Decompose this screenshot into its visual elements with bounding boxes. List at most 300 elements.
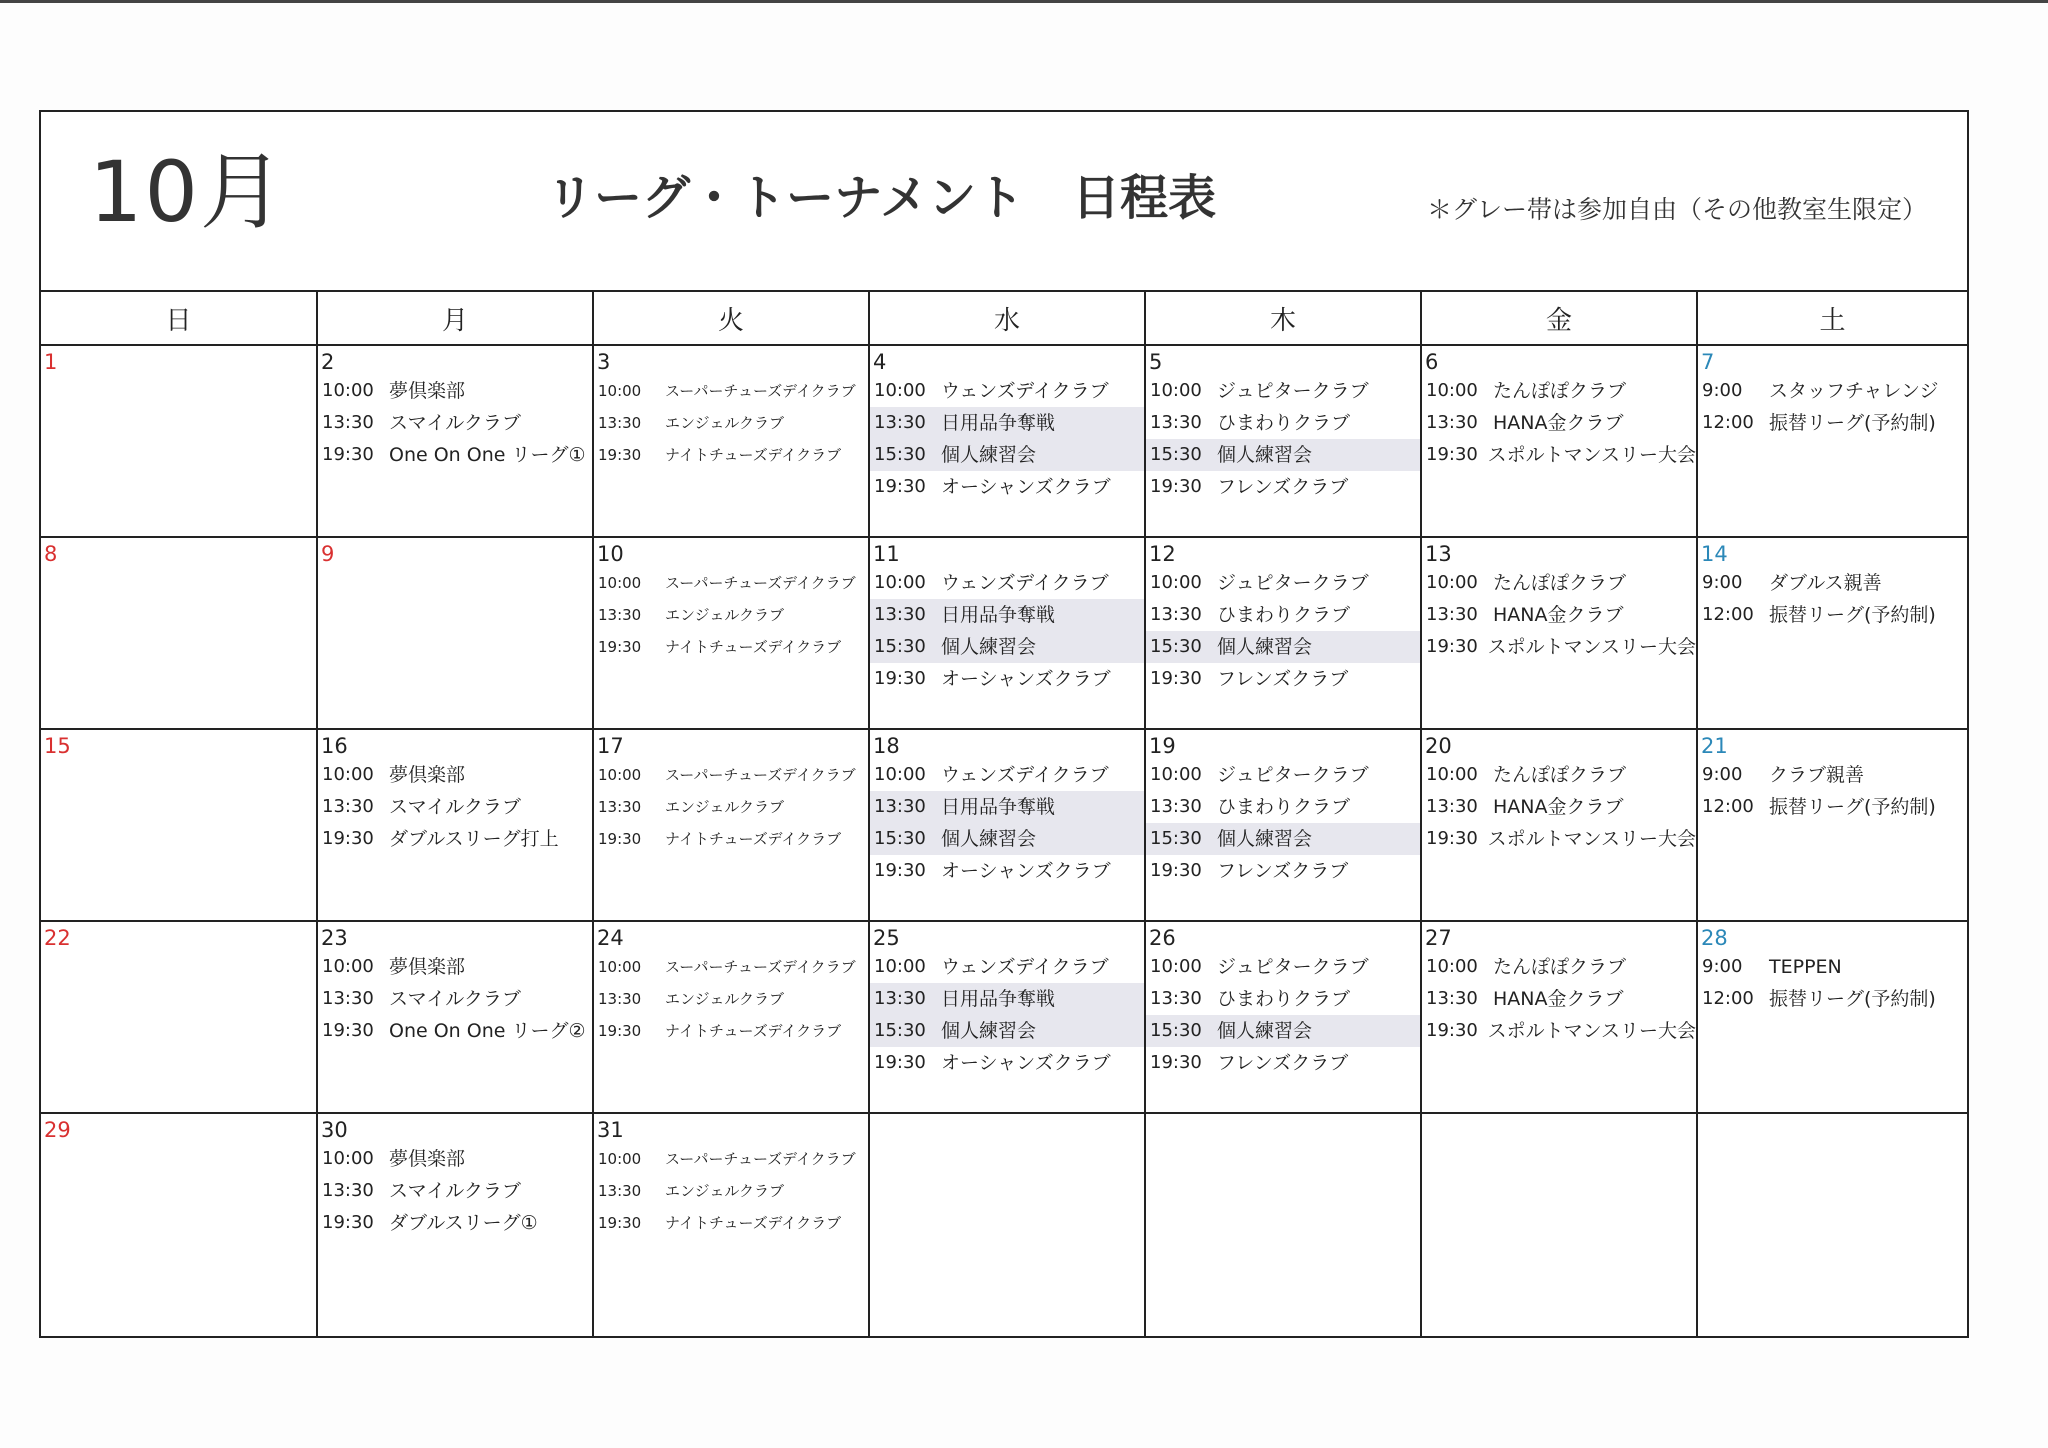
event-label: TEPPEN (1769, 956, 1842, 978)
event-label: スーパーチューズデイクラブ (665, 958, 856, 976)
event-item (1146, 791, 1420, 823)
day-number: 30 (321, 1118, 348, 1142)
event-label: スポルトマンスリー大会 (1487, 1020, 1696, 1042)
event-time: 10:00 (1150, 764, 1202, 785)
event-time: 15:30 (874, 1020, 926, 1041)
day-number: 2 (321, 350, 335, 374)
event-item (1146, 375, 1420, 407)
day-number: 11 (873, 542, 900, 566)
event-item (594, 1175, 868, 1207)
event-time: 13:30 (598, 414, 642, 432)
day-number: 4 (873, 350, 887, 374)
open-event-item (870, 599, 1144, 631)
event-time: 19:30 (874, 668, 926, 689)
event-time: 9:00 (1702, 380, 1743, 401)
event-label: ダブルスリーグ① (389, 1212, 538, 1234)
event-item (318, 759, 592, 791)
day-number: 14 (1701, 542, 1728, 566)
day-number: 6 (1425, 350, 1439, 374)
event-label: エンジェルクラブ (665, 798, 785, 816)
event-item (594, 1015, 868, 1047)
event-item (1698, 951, 1967, 983)
day-cell (41, 1113, 317, 1336)
weekday-header: 土 (1697, 292, 1967, 345)
open-event-item (1146, 439, 1420, 471)
event-item (1422, 407, 1696, 439)
event-time: 10:00 (598, 958, 642, 976)
event-label: 日用品争奪戦 (941, 988, 1056, 1010)
event-item (1146, 983, 1420, 1015)
event-label: スーパーチューズデイクラブ (665, 382, 856, 400)
event-item (1146, 407, 1420, 439)
day-cell (593, 729, 869, 921)
event-item (318, 375, 592, 407)
day-number: 17 (597, 734, 624, 758)
event-time: 19:30 (322, 828, 374, 849)
event-item (594, 1207, 868, 1239)
event-item (318, 983, 592, 1015)
day-number (1146, 1118, 1420, 1143)
day-cell (317, 729, 593, 921)
event-time: 15:30 (1150, 828, 1202, 849)
event-label: エンジェルクラブ (665, 414, 785, 432)
event-label: 日用品争奪戦 (941, 412, 1056, 434)
day-cell (593, 345, 869, 537)
event-item (318, 951, 592, 983)
event-time: 19:30 (1426, 444, 1478, 465)
day-number: 18 (873, 734, 900, 758)
event-label: たんぽぽクラブ (1493, 380, 1627, 402)
event-item (318, 1015, 592, 1047)
event-label: ひまわりクラブ (1217, 796, 1351, 818)
event-label: フレンズクラブ (1217, 1052, 1349, 1074)
event-time: 13:30 (322, 1180, 374, 1201)
event-time: 13:30 (1150, 796, 1202, 817)
day-number: 26 (1149, 926, 1176, 950)
event-label: スーパーチューズデイクラブ (665, 1150, 856, 1168)
event-time: 19:30 (322, 1020, 374, 1041)
event-time: 19:30 (1426, 636, 1478, 657)
event-label: オーシャンズクラブ (941, 1052, 1111, 1074)
event-time: 10:00 (874, 764, 926, 785)
open-event-item (1146, 823, 1420, 855)
day-number: 3 (597, 350, 611, 374)
event-time: 13:30 (322, 796, 374, 817)
day-cell (869, 729, 1145, 921)
event-item (318, 1143, 592, 1175)
day-cell (1697, 537, 1967, 729)
weekday-header-row (41, 292, 1967, 345)
event-item (1698, 375, 1967, 407)
event-time: 19:30 (874, 860, 926, 881)
event-label: たんぽぽクラブ (1493, 572, 1627, 594)
day-cell (317, 537, 593, 729)
event-time: 19:30 (598, 830, 642, 848)
weekday-header: 金 (1421, 292, 1697, 345)
event-time: 10:00 (322, 764, 374, 785)
event-time: 12:00 (1702, 604, 1754, 625)
event-label: スマイルクラブ (389, 796, 521, 818)
day-number: 8 (44, 542, 58, 566)
event-time: 13:30 (1426, 988, 1478, 1009)
event-time: 19:30 (1150, 1052, 1202, 1073)
weekday-header: 水 (869, 292, 1145, 345)
event-time: 13:30 (598, 798, 642, 816)
event-label: ナイトチューズデイクラブ (665, 446, 842, 464)
event-item (1146, 951, 1420, 983)
event-item (870, 759, 1144, 791)
open-event-item (870, 823, 1144, 855)
event-item (870, 567, 1144, 599)
open-event-item (870, 631, 1144, 663)
day-number: 12 (1149, 542, 1176, 566)
event-time: 10:00 (1150, 380, 1202, 401)
event-item (318, 791, 592, 823)
open-event-item (870, 1015, 1144, 1047)
event-item (1698, 759, 1967, 791)
day-cell (317, 345, 593, 537)
event-item (594, 375, 868, 407)
month-label: 10月 (89, 143, 286, 241)
event-label: 夢倶楽部 (389, 380, 466, 402)
event-time: 15:30 (1150, 1020, 1202, 1041)
event-time: 15:30 (1150, 444, 1202, 465)
event-label: ウェンズデイクラブ (941, 572, 1109, 594)
day-cell (317, 921, 593, 1113)
day-number (870, 1118, 1144, 1143)
event-item (1146, 759, 1420, 791)
event-label: ひまわりクラブ (1217, 988, 1351, 1010)
event-item (870, 471, 1144, 503)
event-item (594, 567, 868, 599)
week-row (41, 537, 1967, 729)
event-item (594, 439, 868, 471)
event-label: 振替リーグ(予約制) (1769, 796, 1936, 818)
day-cell (41, 537, 317, 729)
event-label: 個人練習会 (941, 828, 1037, 850)
event-item (1698, 791, 1967, 823)
week-row (41, 921, 1967, 1113)
event-label: スポルトマンスリー大会 (1487, 828, 1696, 850)
day-cell (869, 921, 1145, 1113)
event-label: ダブルス親善 (1769, 572, 1882, 594)
day-cell (593, 537, 869, 729)
day-cell (1145, 1113, 1421, 1336)
event-label: ウェンズデイクラブ (941, 956, 1109, 978)
event-label: 振替リーグ(予約制) (1769, 604, 1936, 626)
event-time: 13:30 (598, 606, 642, 624)
day-number: 1 (44, 350, 58, 374)
event-item (1422, 631, 1696, 663)
week-row (41, 1113, 1967, 1336)
day-number: 7 (1701, 350, 1715, 374)
event-label: スポルトマンスリー大会 (1487, 636, 1696, 658)
event-label: スマイルクラブ (389, 1180, 521, 1202)
event-item (594, 983, 868, 1015)
event-label: ジュピタークラブ (1217, 380, 1369, 402)
event-time: 19:30 (1426, 828, 1478, 849)
event-label: 夢倶楽部 (389, 1148, 466, 1170)
title-bar (41, 112, 1967, 292)
event-time: 13:30 (598, 990, 642, 1008)
event-label: ナイトチューズデイクラブ (665, 1214, 842, 1232)
calendar-body (41, 345, 1967, 1336)
weekday-header: 火 (593, 292, 869, 345)
event-label: ひまわりクラブ (1217, 604, 1351, 626)
event-label: ひまわりクラブ (1217, 412, 1351, 434)
event-time: 15:30 (1150, 636, 1202, 657)
day-number (1698, 1118, 1967, 1143)
event-label: エンジェルクラブ (665, 1182, 785, 1200)
week-row (41, 345, 1967, 537)
event-time: 12:00 (1702, 796, 1754, 817)
day-cell (1421, 537, 1697, 729)
day-number: 24 (597, 926, 624, 950)
day-number: 27 (1425, 926, 1452, 950)
event-item (1422, 599, 1696, 631)
event-label: オーシャンズクラブ (941, 668, 1111, 690)
event-item (1146, 471, 1420, 503)
event-label: 夢倶楽部 (389, 956, 466, 978)
event-time: 10:00 (322, 1148, 374, 1169)
event-item (1698, 599, 1967, 631)
event-label: 振替リーグ(予約制) (1769, 988, 1936, 1010)
event-label: 個人練習会 (1217, 636, 1313, 658)
event-time: 10:00 (598, 574, 642, 592)
event-label: 個人練習会 (1217, 828, 1313, 850)
weekday-header: 木 (1145, 292, 1421, 345)
day-cell (593, 1113, 869, 1336)
day-cell (1145, 729, 1421, 921)
event-label: ナイトチューズデイクラブ (665, 1022, 842, 1040)
event-label: HANA金クラブ (1493, 412, 1624, 434)
event-time: 13:30 (1150, 604, 1202, 625)
open-event-item (870, 407, 1144, 439)
day-number: 23 (321, 926, 348, 950)
event-label: スポルトマンスリー大会 (1487, 444, 1696, 466)
event-time: 10:00 (1150, 956, 1202, 977)
event-time: 10:00 (1426, 380, 1478, 401)
event-time: 10:00 (322, 380, 374, 401)
day-number: 13 (1425, 542, 1452, 566)
event-label: One On One リーグ① (389, 444, 586, 466)
open-event-item (870, 791, 1144, 823)
day-number: 31 (597, 1118, 624, 1142)
event-time: 15:30 (874, 828, 926, 849)
day-cell (869, 345, 1145, 537)
event-time: 13:30 (322, 988, 374, 1009)
event-time: 13:30 (874, 796, 926, 817)
event-time: 10:00 (874, 956, 926, 977)
day-number: 10 (597, 542, 624, 566)
event-label: スタッフチャレンジ (1769, 380, 1939, 402)
event-item (1422, 791, 1696, 823)
event-label: One On One リーグ② (389, 1020, 586, 1042)
calendar-grid (41, 292, 1967, 1336)
event-label: ジュピタークラブ (1217, 764, 1369, 786)
event-label: ジュピタークラブ (1217, 572, 1369, 594)
event-time: 15:30 (874, 636, 926, 657)
weekday-header: 月 (317, 292, 593, 345)
event-label: たんぽぽクラブ (1493, 764, 1627, 786)
event-label: 個人練習会 (941, 1020, 1037, 1042)
day-cell (1697, 345, 1967, 537)
event-item (870, 1047, 1144, 1079)
event-label: 振替リーグ(予約制) (1769, 412, 1936, 434)
event-label: HANA金クラブ (1493, 604, 1624, 626)
event-label: 日用品争奪戦 (941, 796, 1056, 818)
event-time: 10:00 (322, 956, 374, 977)
event-time: 10:00 (1150, 572, 1202, 593)
event-label: HANA金クラブ (1493, 988, 1624, 1010)
event-time: 19:30 (874, 1052, 926, 1073)
event-label: 個人練習会 (941, 444, 1037, 466)
open-event-item (1146, 631, 1420, 663)
event-label: スーパーチューズデイクラブ (665, 574, 856, 592)
day-cell (1145, 921, 1421, 1113)
event-item (1146, 663, 1420, 695)
event-label: ウェンズデイクラブ (941, 380, 1109, 402)
event-label: ジュピタークラブ (1217, 956, 1369, 978)
schedule-sheet (39, 110, 1969, 1338)
day-number: 29 (44, 1118, 71, 1142)
day-number: 21 (1701, 734, 1728, 758)
event-item (1422, 375, 1696, 407)
event-time: 13:30 (1426, 604, 1478, 625)
event-label: ダブルスリーグ打上 (389, 828, 559, 850)
event-time: 13:30 (322, 412, 374, 433)
event-item (1422, 1015, 1696, 1047)
event-time: 19:30 (598, 1022, 642, 1040)
day-number: 5 (1149, 350, 1163, 374)
event-time: 10:00 (874, 572, 926, 593)
event-time: 13:30 (874, 604, 926, 625)
event-item (1146, 1047, 1420, 1079)
event-label: オーシャンズクラブ (941, 860, 1111, 882)
event-time: 9:00 (1702, 572, 1743, 593)
event-time: 19:30 (874, 476, 926, 497)
event-time: 10:00 (598, 382, 642, 400)
event-time: 19:30 (598, 446, 642, 464)
event-item (870, 663, 1144, 695)
event-item (1422, 983, 1696, 1015)
event-time: 19:30 (598, 1214, 642, 1232)
event-item (1422, 759, 1696, 791)
event-time: 13:30 (874, 988, 926, 1009)
event-time: 19:30 (1150, 860, 1202, 881)
event-label: HANA金クラブ (1493, 796, 1624, 818)
event-item (1422, 567, 1696, 599)
week-row (41, 729, 1967, 921)
day-number: 16 (321, 734, 348, 758)
day-cell (317, 1113, 593, 1336)
event-item (870, 855, 1144, 887)
day-number: 19 (1149, 734, 1176, 758)
open-event-item (870, 439, 1144, 471)
day-number: 28 (1701, 926, 1728, 950)
event-label: ウェンズデイクラブ (941, 764, 1109, 786)
day-number: 25 (873, 926, 900, 950)
event-time: 10:00 (1426, 764, 1478, 785)
event-item (1422, 951, 1696, 983)
event-item (594, 631, 868, 663)
day-cell (41, 729, 317, 921)
event-time: 10:00 (598, 1150, 642, 1168)
event-item (594, 791, 868, 823)
event-label: スーパーチューズデイクラブ (665, 766, 856, 784)
event-time: 19:30 (322, 444, 374, 465)
day-cell (1697, 921, 1967, 1113)
event-item (594, 823, 868, 855)
event-item (870, 951, 1144, 983)
day-number: 15 (44, 734, 71, 758)
day-cell (1421, 921, 1697, 1113)
day-cell (1421, 729, 1697, 921)
event-time: 13:30 (1150, 412, 1202, 433)
day-cell (1421, 1113, 1697, 1336)
event-time: 19:30 (1150, 668, 1202, 689)
event-label: エンジェルクラブ (665, 606, 785, 624)
event-label: エンジェルクラブ (665, 990, 785, 1008)
event-time: 15:30 (874, 444, 926, 465)
event-label: 個人練習会 (1217, 1020, 1313, 1042)
event-item (318, 407, 592, 439)
day-cell (41, 345, 317, 537)
event-time: 13:30 (1426, 412, 1478, 433)
event-label: ナイトチューズデイクラブ (665, 638, 842, 656)
event-label: 個人練習会 (1217, 444, 1313, 466)
event-label: 日用品争奪戦 (941, 604, 1056, 626)
event-time: 19:30 (1150, 476, 1202, 497)
event-time: 19:30 (322, 1212, 374, 1233)
day-cell (869, 537, 1145, 729)
event-label: フレンズクラブ (1217, 668, 1349, 690)
event-time: 19:30 (598, 638, 642, 656)
event-time: 10:00 (874, 380, 926, 401)
event-time: 10:00 (598, 766, 642, 784)
day-cell (41, 921, 317, 1113)
event-label: クラブ親善 (1769, 764, 1865, 786)
event-item (318, 823, 592, 855)
event-time: 13:30 (598, 1182, 642, 1200)
page-title: リーグ・トーナメント 日程表 (546, 170, 1217, 226)
event-time: 12:00 (1702, 412, 1754, 433)
day-number (1422, 1118, 1696, 1143)
event-label: フレンズクラブ (1217, 476, 1349, 498)
event-label: 個人練習会 (941, 636, 1037, 658)
event-label: 夢倶楽部 (389, 764, 466, 786)
event-label: フレンズクラブ (1217, 860, 1349, 882)
day-number: 22 (44, 926, 71, 950)
event-item (594, 599, 868, 631)
event-label: ナイトチューズデイクラブ (665, 830, 842, 848)
event-item (594, 407, 868, 439)
event-item (1146, 599, 1420, 631)
event-label: たんぽぽクラブ (1493, 956, 1627, 978)
day-cell (593, 921, 869, 1113)
event-label: スマイルクラブ (389, 412, 521, 434)
event-item (1146, 855, 1420, 887)
event-time: 10:00 (1426, 956, 1478, 977)
event-item (594, 759, 868, 791)
event-item (594, 1143, 868, 1175)
day-number: 20 (1425, 734, 1452, 758)
weekday-header: 日 (41, 292, 317, 345)
day-cell (1421, 345, 1697, 537)
event-item (1698, 407, 1967, 439)
event-item (1422, 439, 1696, 471)
event-item (1146, 567, 1420, 599)
